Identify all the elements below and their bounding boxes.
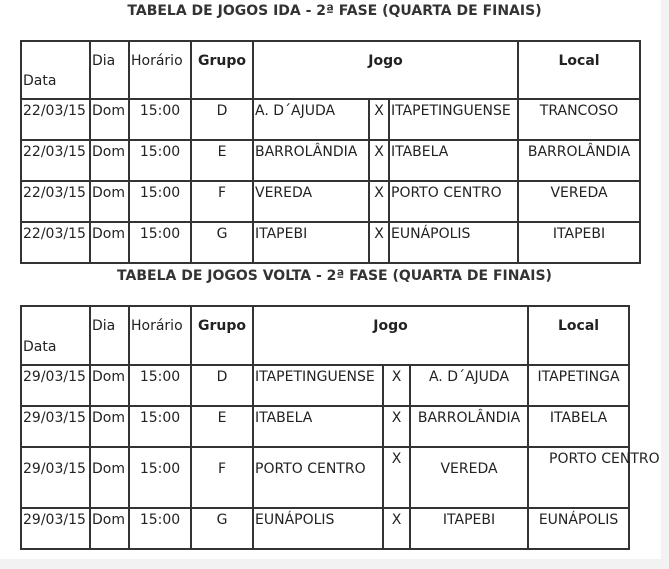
cell-visitante: VEREDA: [410, 447, 528, 508]
cell-grupo: D: [191, 99, 253, 140]
table-row: [21, 406, 629, 447]
cell-grupo: G: [191, 508, 253, 549]
cell-mandante: ITABELA: [253, 406, 383, 447]
cell-grupo: F: [191, 447, 253, 508]
cell-dia: Dom: [90, 508, 129, 549]
cell-mandante: VEREDA: [253, 181, 369, 222]
cell-visitante: EUNÁPOLIS: [389, 222, 518, 263]
cell-versus: X: [369, 140, 389, 181]
cell-visitante: ITABELA: [389, 140, 518, 181]
cell-local: ITAPETINGA: [528, 365, 629, 406]
table-row: [21, 140, 640, 181]
header-dia: Dia: [90, 306, 129, 365]
cell-data: 29/03/15: [21, 406, 90, 447]
cell-data: 29/03/15: [21, 447, 90, 508]
cell-local: BARROLÂNDIA: [518, 140, 640, 181]
header-horario: Horário: [129, 306, 191, 365]
cell-versus: X: [383, 447, 410, 508]
cell-grupo: G: [191, 222, 253, 263]
header-grupo: Grupo: [191, 41, 253, 99]
cell-mandante: EUNÁPOLIS: [253, 508, 383, 549]
cell-visitante: A. D´AJUDA: [410, 365, 528, 406]
ida-table-title: TABELA DE JOGOS IDA - 2ª FASE (QUARTA DE FINAIS): [127, 3, 542, 19]
cell-local: ITAPEBI: [518, 222, 640, 263]
cell-horario: 15:00: [129, 406, 191, 447]
table-row: [21, 365, 629, 406]
cell-grupo: D: [191, 365, 253, 406]
cell-data: 22/03/15: [21, 222, 90, 263]
cell-local: ITABELA: [528, 406, 629, 447]
cell-dia: Dom: [90, 222, 129, 263]
table-row: [21, 447, 629, 508]
header-jogo: Jogo: [253, 41, 518, 99]
cell-visitante: PORTO CENTRO: [389, 181, 518, 222]
cell-data: 22/03/15: [21, 99, 90, 140]
table-row: [21, 222, 640, 263]
header-local: Local: [528, 306, 629, 365]
table-row: [21, 181, 640, 222]
table-row: [21, 99, 640, 140]
cell-horario: 15:00: [129, 181, 191, 222]
cell-dia: Dom: [90, 447, 129, 508]
cell-mandante: ITAPETINGUENSE: [253, 365, 383, 406]
header-local: Local: [518, 41, 640, 99]
cell-horario: 15:00: [129, 222, 191, 263]
header-dia: Dia: [90, 41, 129, 99]
header-data: Data: [21, 306, 90, 365]
cell-mandante: BARROLÂNDIA: [253, 140, 369, 181]
cell-local: VEREDA: [518, 181, 640, 222]
table-header-row: [21, 41, 640, 99]
volta-table-title: TABELA DE JOGOS VOLTA - 2ª FASE (QUARTA DE FINAIS): [117, 268, 552, 284]
cell-versus: X: [369, 99, 389, 140]
cell-mandante: PORTO CENTRO: [253, 447, 383, 508]
cell-visitante: BARROLÂNDIA: [410, 406, 528, 447]
cell-data: 29/03/15: [21, 365, 90, 406]
cell-grupo: E: [191, 406, 253, 447]
ida-games-table: [20, 40, 641, 264]
cell-dia: Dom: [90, 365, 129, 406]
cell-visitante: ITAPETINGUENSE: [389, 99, 518, 140]
cell-mandante: ITAPEBI: [253, 222, 369, 263]
cell-dia: Dom: [90, 99, 129, 140]
cell-horario: 15:00: [129, 140, 191, 181]
table-header-row: [21, 306, 629, 365]
cell-local: TRANCOSO: [518, 99, 640, 140]
cell-data: 29/03/15: [21, 508, 90, 549]
cell-local: EUNÁPOLIS: [528, 508, 629, 549]
header-jogo: Jogo: [253, 306, 528, 365]
cell-horario: 15:00: [129, 447, 191, 508]
cell-visitante: ITAPEBI: [410, 508, 528, 549]
cell-dia: Dom: [90, 181, 129, 222]
cell-grupo: F: [191, 181, 253, 222]
cell-horario: 15:00: [129, 365, 191, 406]
cell-dia: Dom: [90, 406, 129, 447]
cell-versus: X: [383, 365, 410, 406]
header-horario: Horário: [129, 41, 191, 99]
cell-data: 22/03/15: [21, 140, 90, 181]
cell-grupo: E: [191, 140, 253, 181]
volta-games-table: [20, 305, 660, 550]
cell-versus: X: [369, 222, 389, 263]
cell-dia: Dom: [90, 140, 129, 181]
page-margin: [0, 559, 669, 569]
cell-horario: 15:00: [129, 99, 191, 140]
cell-data: 22/03/15: [21, 181, 90, 222]
cell-mandante: A. D´AJUDA: [253, 99, 369, 140]
cell-local: PORTO CENTRO: [528, 447, 629, 508]
cell-versus: X: [383, 406, 410, 447]
cell-horario: 15:00: [129, 508, 191, 549]
table-row: [21, 508, 629, 549]
header-data: Data: [21, 41, 90, 99]
cell-versus: X: [383, 508, 410, 549]
cell-versus: X: [369, 181, 389, 222]
header-grupo: Grupo: [191, 306, 253, 365]
